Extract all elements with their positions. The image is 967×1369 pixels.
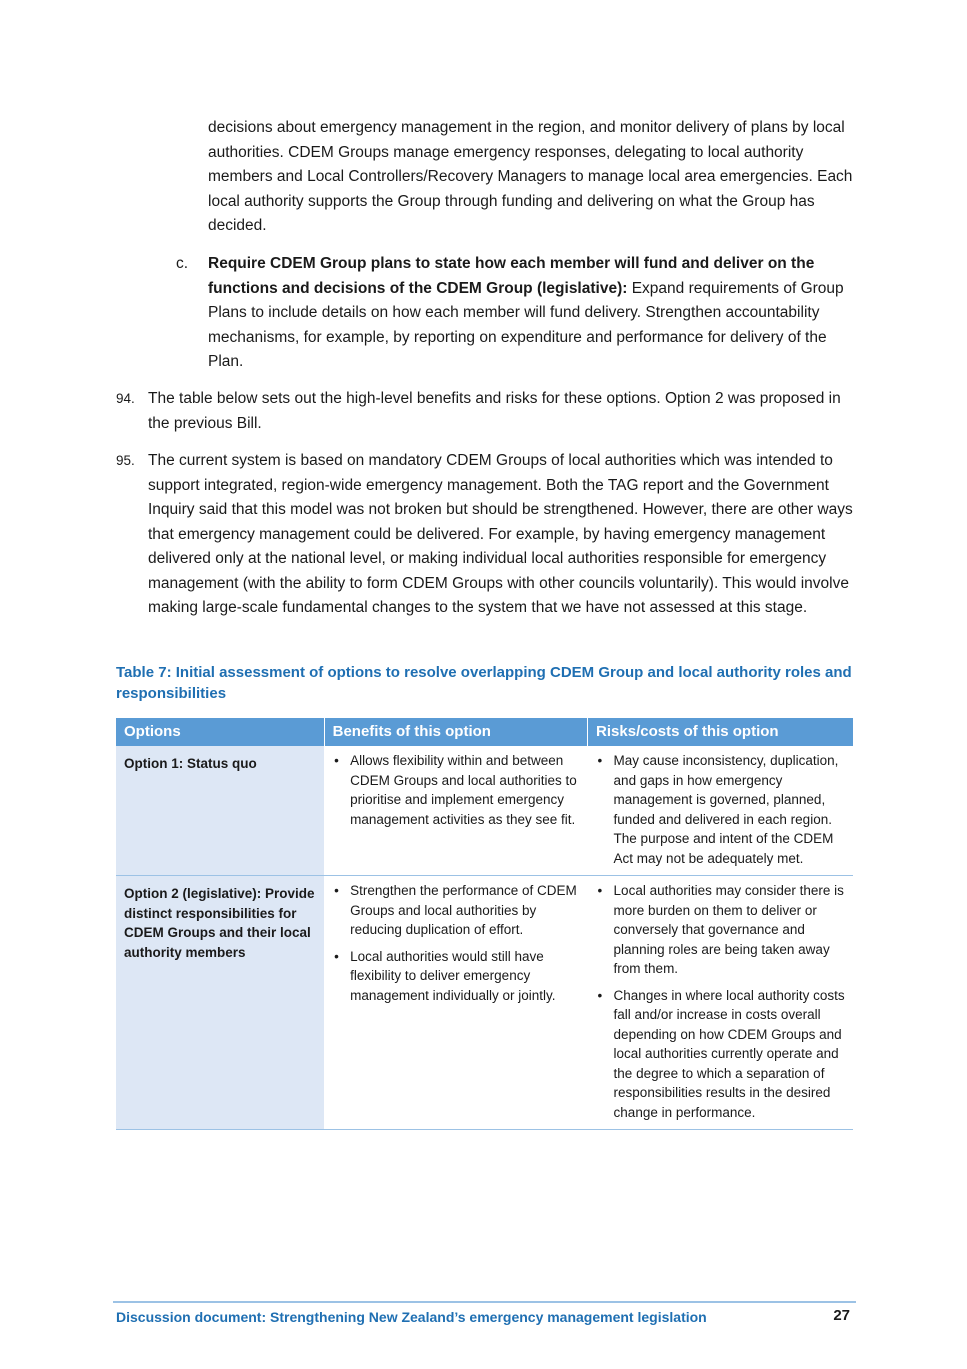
list-item-body: [208, 252, 858, 375]
column-header-risks: Risks/costs of this option: [588, 718, 853, 746]
risks-list: [596, 751, 845, 868]
paragraph-text: The table below sets out the high-level benefits and risks for these options. Option 2 was proposed in the previous Bill.: [148, 390, 841, 432]
risks-list: [596, 881, 845, 1122]
list-item-text: Expand requirements of Group Plans to include details on how each member will fund delivery. Strengthen accountability mechanisms, for example, by reporting on expenditure and performance for delivery of the Plan.: [208, 279, 844, 370]
risk-item: • Changes in where local authority costs fall and/or increase in costs overall depending on how CDEM Groups and local authorities currently operate and the degree to which a separation of responsibilities results in the desired change in performance.: [614, 986, 845, 1123]
risk-item: • May cause inconsistency, duplication, and gaps in how emergency management is governed, planned, funded and delivered in each region. The purpose and intent of the CDEM Act may not be adequately met.: [614, 751, 845, 868]
footer-title: Discussion document: Strengthening New Zealand’s emergency management legislation: [116, 1309, 707, 1325]
column-header-options: Options: [116, 718, 324, 746]
benefits-list: [332, 751, 579, 829]
table-caption: Table 7: Initial assessment of options to resolve overlapping CDEM Group and local authority roles and responsibilities: [116, 664, 852, 702]
numbered-paragraph: [116, 387, 861, 436]
footer-divider: [113, 1301, 856, 1303]
risk-item: • Local authorities may consider there is more burden on them to deliver or conversely that governance and planning roles are being taken away from them.: [614, 881, 845, 979]
paragraph-text: The current system is based on mandatory CDEM Groups of local authorities which was intended to support integrated, region-wide emergency management. Both the TAG report and the Government Inquiry said that this model was not broken but should be strengthened. However, there are other ways that emergency management could be delivered. For example, by having emergency management delivered only at the national level, or making individual local authorities responsible for emergency management (with the ability to form CDEM Groups with other councils voluntarily). This would involve making large-scale fundamental changes to the system that we have not assessed at this stage.: [148, 452, 853, 616]
risks-cell: [588, 746, 853, 876]
paragraph-number: 95.: [116, 453, 135, 468]
table-row: [116, 746, 853, 876]
risks-cell: [588, 876, 853, 1130]
paragraph-number: 94.: [116, 391, 135, 406]
continued-paragraph: decisions about emergency management in the region, and monitor delivery of plans by local authorities. CDEM Groups manage emergency responses, delegating to local authority members and Local Controllers/Recovery Managers to manage local area emergencies. Each local authority supports the Group through funding and delivering on what the Group has decided.: [208, 119, 853, 234]
benefits-list: [332, 881, 579, 1005]
benefits-cell: [324, 876, 587, 1130]
benefit-item: • Strengthen the performance of CDEM Groups and local authorities by reducing duplication of effort.: [350, 881, 579, 940]
options-table: [116, 718, 853, 1130]
option-cell: Option 1: Status quo: [116, 746, 324, 876]
page-number: 27: [833, 1307, 850, 1324]
table-row: [116, 876, 853, 1130]
numbered-paragraph: [116, 449, 861, 621]
benefit-item: • Allows flexibility within and between CDEM Groups and local authorities to prioritise and implement emergency management activities as they see fit.: [350, 751, 579, 829]
list-item-marker: c.: [176, 255, 189, 272]
column-header-benefits: Benefits of this option: [324, 718, 587, 746]
benefits-cell: [324, 746, 587, 876]
benefit-item: • Local authorities would still have flexibility to deliver emergency management individually or jointly.: [350, 947, 579, 1006]
option-cell: Option 2 (legislative): Provide distinct responsibilities for CDEM Groups and their local authority members: [116, 876, 324, 1130]
list-item-heading: Require CDEM Group plans to state how each member will fund and deliver on the functions and decisions of the CDEM Group (legislative):: [208, 255, 815, 297]
list-item-c: [176, 252, 866, 375]
table-header-row: [116, 718, 853, 746]
